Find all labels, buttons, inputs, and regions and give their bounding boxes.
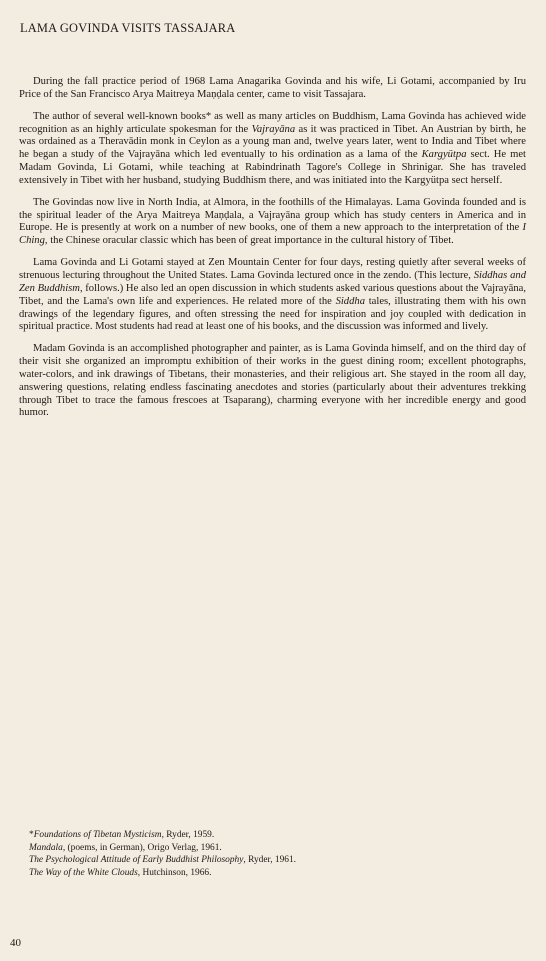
- paragraph-3: The Govindas now live in North India, at Almora, in the foothills of the Himalayas. Lama Govinda founded and is the spiritual leader of the Arya Maitreya Maṇḍala, a Vajrayāna group which has study centers in America and in Europe. He is presently at work on a number of new books, one of them a new approach to the interpretation of the I Ching, the Chinese oracular classic which has been of great importance in the cultural history of Tibet.: [19, 196, 526, 247]
- paragraph-5: Madam Govinda is an accomplished photographer and painter, as is Lama Govinda himself, and on the third day of their visit she organized an impromptu exhibition of their works in the guest dining room; excellent photographs, water-colors, and ink drawings of Tibetans, their monasteries, and their religious art. She stayed in the room all day, answering questions, relating endless fascinating anecdotes and stories (particularly about their adventures trekking through Tibet to trace the famous frescoes at Tsaparang), charming everyone with her incredible energy and good humor.: [19, 343, 526, 419]
- footnote-4: The Way of the White Clouds, Hutchinson, 1966.: [29, 867, 212, 878]
- page-number: 40: [10, 937, 21, 949]
- paragraph-4: Lama Govinda and Li Gotami stayed at Zen Mountain Center for four days, resting quietly after several weeks of strenuous lecturing throughout the United States. Lama Govinda lectured once in the zendo. (This lecture, Siddhas and Zen Buddhism, follows.) He also led an open discussion in which students asked various questions about the Vajrayāna, Tibet, and the Lama's own life and experiences. He related more of the Siddha tales, illustrating them with his own drawings of the legendary figures, and often stressing the need for inspiration and joy coupled with dedication in spiritual practice. Most students had read at least one of his books, and the discussion was informed and lively.: [19, 257, 526, 333]
- paragraph-1: During the fall practice period of 1968 Lama Anagarika Govinda and his wife, Li Gotami, accompanied by Iru Price of the San Francisco Arya Maitreya Maṇḍala center, came to visit Tassajara.: [19, 76, 526, 100]
- footnote-3: The Psychological Attitude of Early Buddhist Philosophy, Ryder, 1961.: [29, 855, 297, 866]
- paragraph-2: The author of several well-known books* as well as many articles on Buddhism, Lama Govinda has achieved wide recognition as an highly articulate spokesman for the Vajrayāna as it was practiced in Tibet. An Austrian by birth, he was ordained as a Theravādin monk in Ceylon as a young man and, twelve years later, went to India and Tibet where he began a study of the Vajrayāna which led eventually to his ordination as a lama of the Kargyütpa sect. He met Madam Govinda, Li Gotami, while teaching at Rabindrinath Tagore's College in Shrinigar. She has traveled extensively in Tibet with her husband, studying Buddhism there, and was initiated into the Kargyütpa sect herself.: [19, 110, 527, 186]
- footnote-2: Mandala, (poems, in German), Origo Verlag, 1961.: [29, 842, 222, 853]
- footnotes: [19, 829, 526, 879]
- running-head: LAMA GOVINDA VISITS TASSAJARA: [20, 21, 236, 35]
- footnote-1: *Foundations of Tibetan Mysticism, Ryder, 1959.: [29, 830, 215, 840]
- article-body: [19, 76, 526, 429]
